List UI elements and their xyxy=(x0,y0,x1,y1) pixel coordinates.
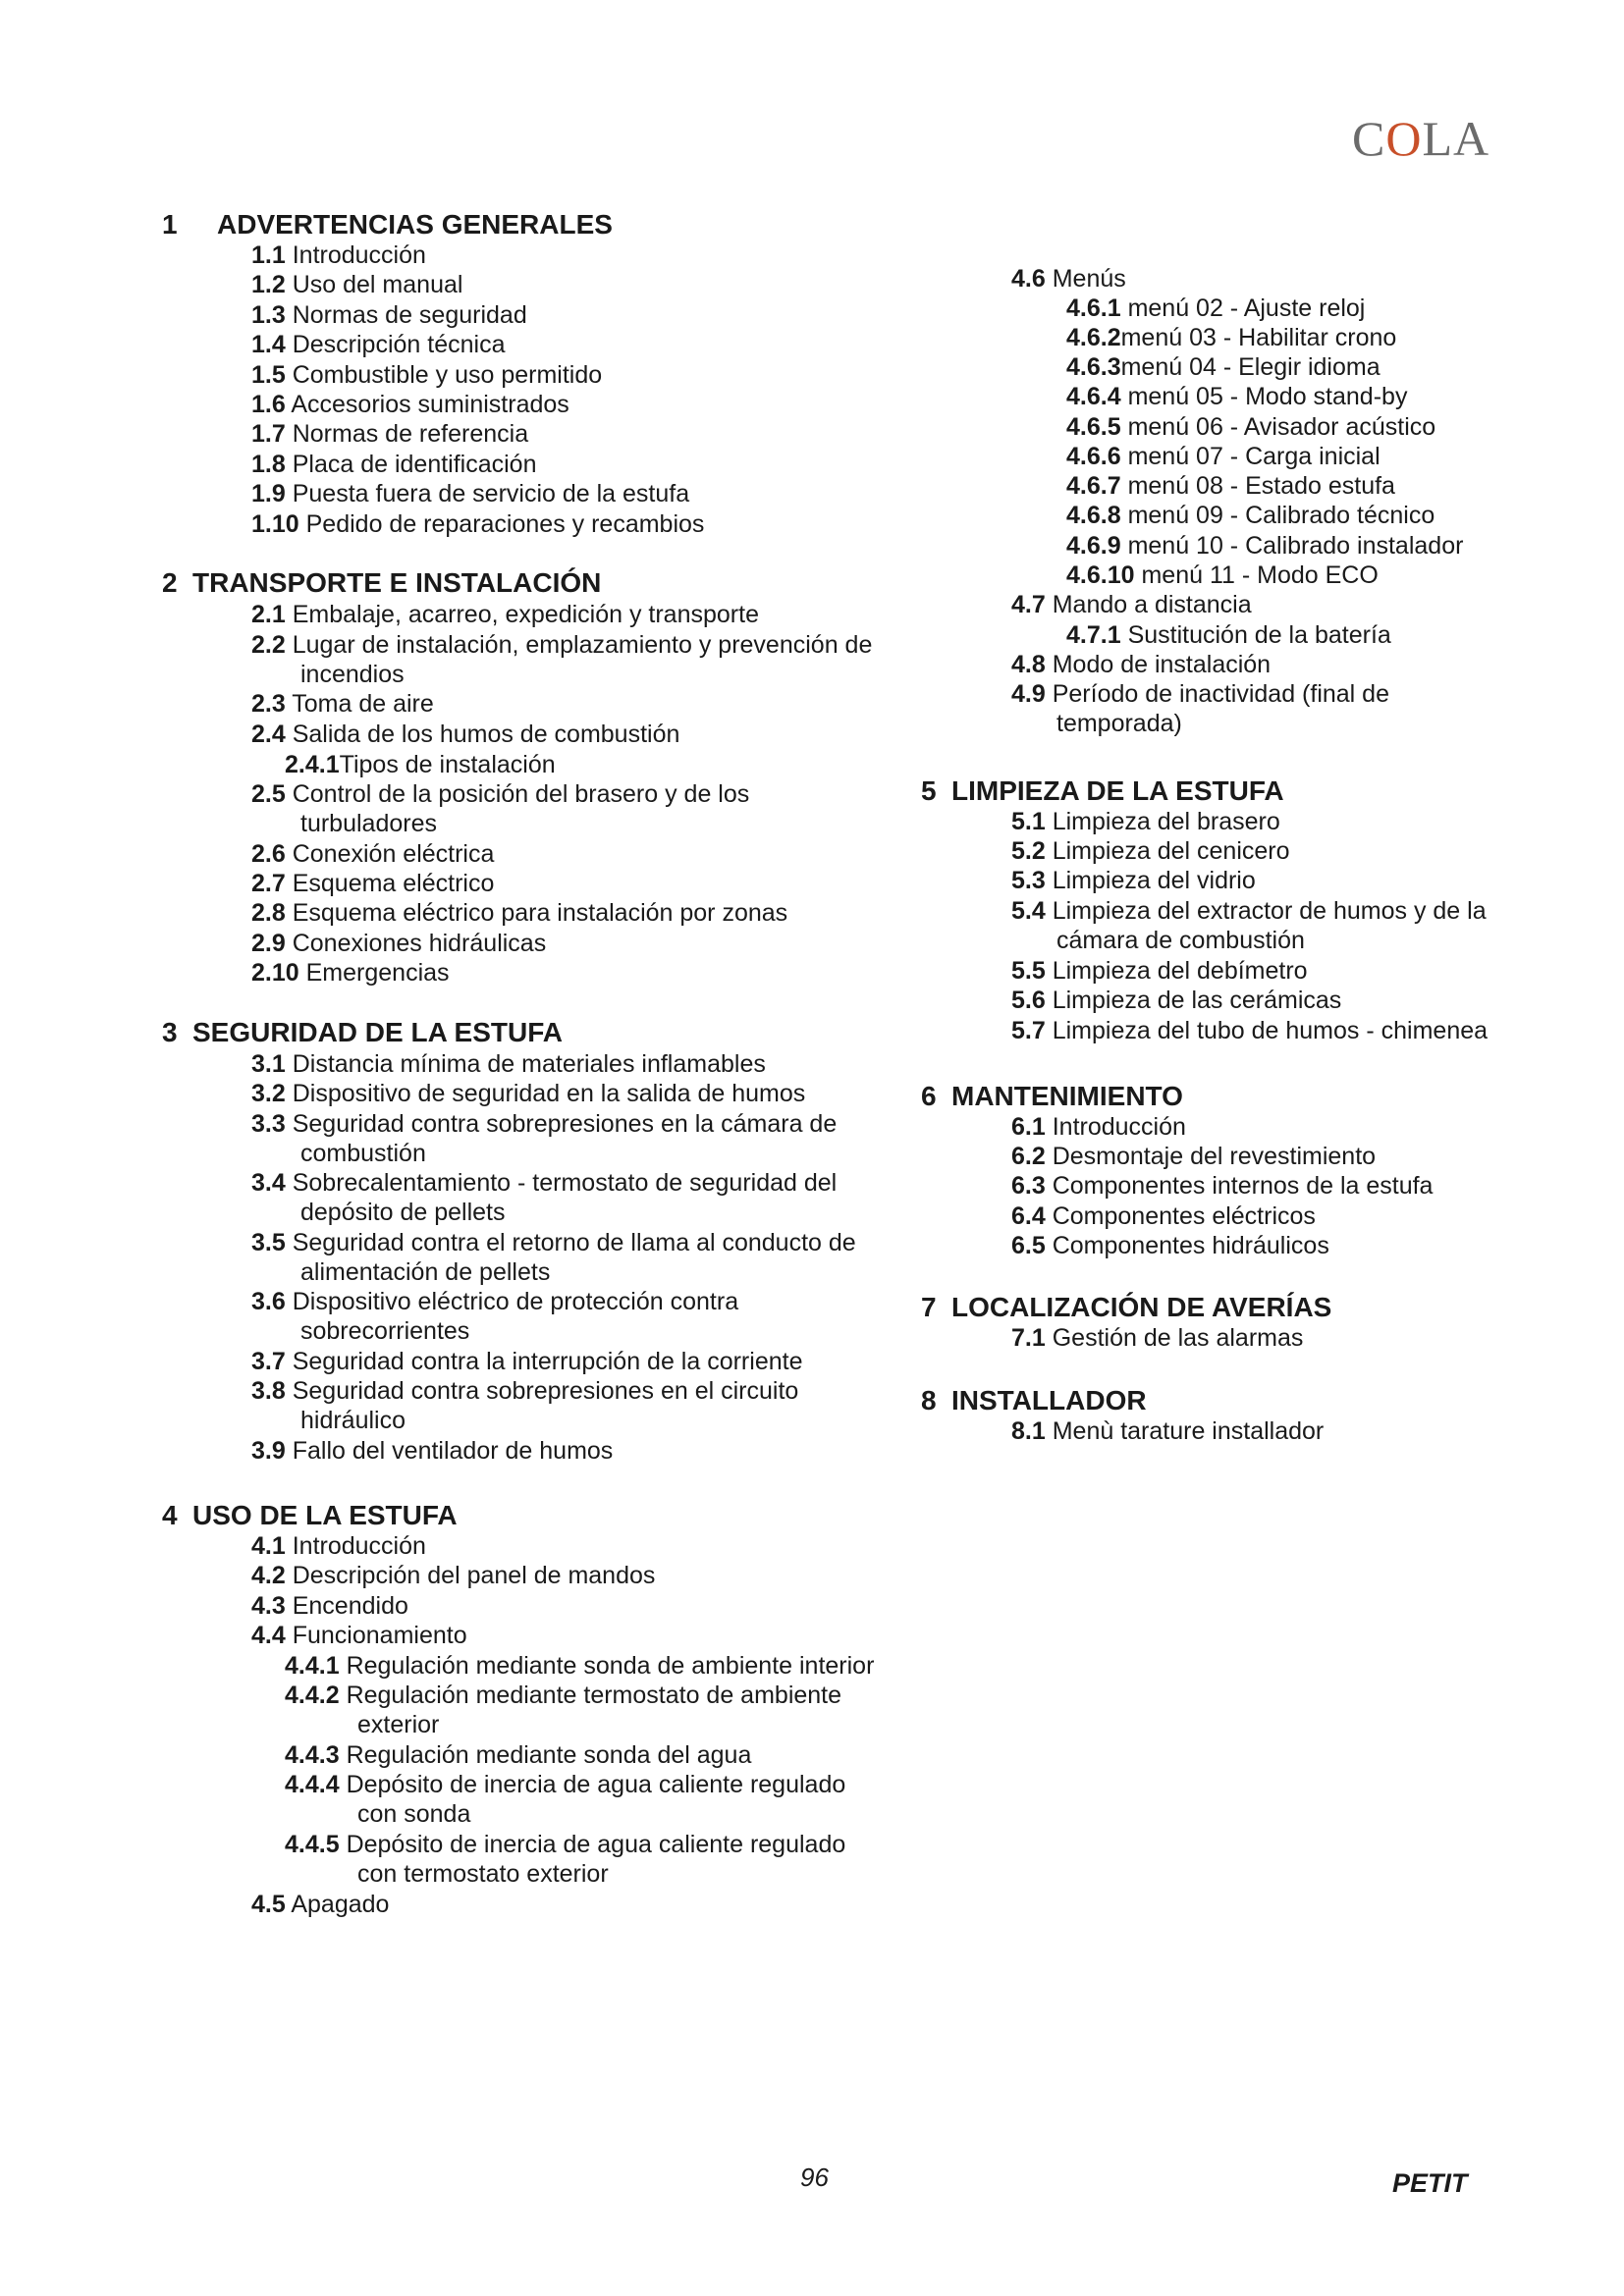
entry-number: 6.5 xyxy=(1011,1232,1046,1259)
entry-title: Emergencias xyxy=(305,959,450,987)
toc-entry xyxy=(1011,866,1256,895)
toc-entry xyxy=(251,1436,613,1466)
toc-entry xyxy=(251,390,569,419)
entry-title: Mando a distancia xyxy=(1052,591,1252,618)
toc-entry xyxy=(251,720,679,749)
toc-entry xyxy=(1011,807,1280,836)
entry-title: Limpieza del brasero xyxy=(1052,808,1280,835)
entry-title: Control de la posición del brasero y de los xyxy=(292,780,750,808)
section-title: LIMPIEZA DE LA ESTUFA xyxy=(951,775,1284,806)
entry-number: 4.7.1 xyxy=(1066,621,1121,649)
entry-title: Toma de aire xyxy=(292,690,434,718)
entry-number: 1.2 xyxy=(251,271,286,299)
toc-entry xyxy=(251,689,434,719)
entry-title-continuation: hidráulico xyxy=(300,1407,406,1434)
entry-number: 1.9 xyxy=(251,480,286,508)
toc-entry xyxy=(251,1109,837,1168)
entry-title-continuation: temporada) xyxy=(1056,710,1182,737)
toc-entry xyxy=(1066,294,1365,323)
entry-title-continuation: incendios xyxy=(300,661,405,688)
entry-title: Limpieza del vidrio xyxy=(1052,867,1256,894)
entry-title: Depósito de inercia de agua caliente regulado xyxy=(346,1831,846,1858)
entry-title: Puesta fuera de servicio de la estufa xyxy=(292,480,690,508)
entry-number: 4.1 xyxy=(251,1532,286,1560)
entry-title-continuation: con termostato exterior xyxy=(357,1860,609,1888)
entry-number: 4.4 xyxy=(251,1622,286,1649)
entry-number: 4.4.5 xyxy=(285,1831,340,1858)
entry-title: menú 11 - Modo ECO xyxy=(1141,561,1379,589)
entry-title: Encendido xyxy=(292,1592,408,1620)
entry-number: 7.1 xyxy=(1011,1324,1046,1352)
entry-title: menú 05 - Modo stand-by xyxy=(1127,383,1408,410)
entry-number: 2.9 xyxy=(251,930,286,957)
entry-title: menú 04 - Elegir idioma xyxy=(1120,353,1380,381)
toc-entry xyxy=(251,450,537,479)
entry-number: 4.9 xyxy=(1011,680,1046,708)
section-number: 1 xyxy=(162,209,178,240)
entry-title: Seguridad contra la interrupción de la corriente xyxy=(292,1348,803,1375)
entry-title: Introducción xyxy=(292,1532,426,1560)
toc-entry xyxy=(251,958,450,988)
entry-title: Combustible y uso permitido xyxy=(292,360,603,389)
entry-title-continuation: exterior xyxy=(357,1711,440,1738)
toc-entry xyxy=(1066,442,1380,471)
entry-number: 4.6.4 xyxy=(1066,383,1121,410)
entry-number: 4.6.10 xyxy=(1066,561,1135,589)
entry-title: menú 03 - Habilitar crono xyxy=(1120,324,1397,351)
entry-number: 2.2 xyxy=(251,631,286,659)
toc-entry xyxy=(251,1531,426,1561)
toc-entry xyxy=(251,270,462,299)
entry-title: Introducción xyxy=(1052,1113,1186,1141)
section-heading-4 xyxy=(162,1500,458,1531)
toc-entry xyxy=(1011,679,1389,738)
section-number: 2 xyxy=(162,567,178,598)
section-title: LOCALIZACIÓN DE AVERÍAS xyxy=(951,1292,1332,1322)
entry-number: 4.6.7 xyxy=(1066,472,1121,500)
entry-title: menú 02 - Ajuste reloj xyxy=(1127,294,1366,322)
entry-title: Depósito de inercia de agua caliente regulado xyxy=(346,1771,846,1798)
toc-entry xyxy=(251,240,426,270)
toc-entry xyxy=(251,929,546,958)
toc-entry xyxy=(285,1830,845,1889)
entry-number: 5.5 xyxy=(1011,957,1046,985)
entry-title: Gestión de las alarmas xyxy=(1052,1324,1304,1352)
entry-title: Limpieza del debímetro xyxy=(1052,957,1308,985)
entry-number: 4.5 xyxy=(251,1891,286,1918)
toc-entry xyxy=(251,509,704,539)
section-heading-8 xyxy=(921,1385,1147,1416)
toc-entry xyxy=(251,1561,655,1590)
entry-title-continuation: depósito de pellets xyxy=(300,1199,506,1226)
toc-entry xyxy=(251,479,689,508)
toc-entry xyxy=(251,869,494,898)
entry-title: Placa de identificación xyxy=(292,450,537,478)
toc-entry xyxy=(1066,471,1395,501)
entry-title: Funcionamiento xyxy=(292,1622,467,1649)
entry-number: 4.7 xyxy=(1011,591,1046,618)
entry-number: 4.6.9 xyxy=(1066,532,1121,560)
section-title: TRANSPORTE E INSTALACIÓN xyxy=(192,567,602,598)
entry-number: 4.2 xyxy=(251,1562,286,1589)
entry-number: 1.8 xyxy=(251,450,286,478)
toc-entry xyxy=(1011,1016,1488,1045)
entry-title-continuation: sobrecorrientes xyxy=(300,1317,470,1345)
toc-entry xyxy=(1011,836,1290,866)
entry-number: 4.8 xyxy=(1011,651,1046,678)
section-heading-2 xyxy=(162,567,601,599)
entry-number: 3.4 xyxy=(251,1169,286,1197)
entry-title: Pedido de reparaciones y recambios xyxy=(305,509,705,538)
toc-entry xyxy=(251,1890,389,1919)
entry-number: 2.1 xyxy=(251,601,286,628)
toc-entry xyxy=(1011,650,1271,679)
toc-entry xyxy=(251,1347,802,1376)
entry-title: menú 08 - Estado estufa xyxy=(1127,472,1395,500)
entry-title: Limpieza del extractor de humos y de la xyxy=(1052,897,1487,925)
toc-entry xyxy=(251,630,872,689)
toc-entry xyxy=(1011,1171,1433,1201)
entry-title: Regulación mediante sonda de ambiente interior xyxy=(346,1652,875,1680)
toc-entry xyxy=(251,1591,408,1621)
entry-number: 3.8 xyxy=(251,1377,286,1405)
entry-number: 2.7 xyxy=(251,870,286,897)
toc-entry xyxy=(1011,1416,1324,1446)
toc-entry xyxy=(1066,561,1379,590)
entry-title: Limpieza del cenicero xyxy=(1052,837,1290,865)
section-number: 6 xyxy=(921,1081,937,1111)
entry-number: 1.7 xyxy=(251,420,286,449)
entry-number: 3.2 xyxy=(251,1080,286,1107)
toc-entry xyxy=(251,1228,856,1287)
toc-entry xyxy=(251,1376,798,1435)
entry-number: 2.8 xyxy=(251,899,286,927)
entry-title: Esquema eléctrico xyxy=(292,870,495,897)
entry-title: Seguridad contra sobrepresiones en la cámara de xyxy=(292,1110,838,1138)
entry-title: Descripción técnica xyxy=(292,331,506,359)
entry-title: Distancia mínima de materiales inflamables xyxy=(292,1050,766,1078)
toc-entry xyxy=(1011,986,1341,1015)
entry-number: 4.6.1 xyxy=(1066,294,1121,322)
entry-title: Menù tarature installador xyxy=(1052,1417,1325,1445)
toc-entry xyxy=(251,1049,766,1079)
toc-entry xyxy=(251,898,787,928)
toc-entry xyxy=(251,1168,837,1227)
entry-title: Modo de instalación xyxy=(1052,651,1272,678)
entry-title: Período de inactividad (final de xyxy=(1052,680,1389,708)
toc-entry xyxy=(251,330,505,359)
section-heading-3 xyxy=(162,1017,563,1048)
entry-title: Componentes eléctricos xyxy=(1052,1202,1316,1230)
section-heading-6 xyxy=(921,1081,1183,1112)
entry-number: 5.2 xyxy=(1011,837,1046,865)
toc-entry xyxy=(1066,382,1407,411)
toc-entry xyxy=(1011,1231,1329,1260)
entry-number: 4.6.6 xyxy=(1066,443,1121,470)
entry-title-continuation: cámara de combustión xyxy=(1056,927,1305,954)
toc-entry xyxy=(251,1621,467,1650)
entry-number: 5.4 xyxy=(1011,897,1046,925)
toc-entry xyxy=(1011,896,1487,955)
entry-title: Accesorios suministrados xyxy=(291,391,569,418)
entry-number: 4.6 xyxy=(1011,265,1046,293)
section-number: 5 xyxy=(921,775,937,806)
entry-title: Dispositivo de seguridad en la salida de humos xyxy=(292,1080,806,1107)
entry-title: Componentes hidráulicos xyxy=(1052,1232,1329,1259)
entry-number: 2.10 xyxy=(251,959,299,987)
entry-title: Esquema eléctrico para instalación por zonas xyxy=(292,899,788,927)
toc-entry xyxy=(251,1079,805,1108)
entry-title: Sobrecalentamiento - termostato de seguridad del xyxy=(292,1169,838,1197)
model-name: PETIT xyxy=(1392,2168,1468,2198)
section-title: MANTENIMIENTO xyxy=(951,1081,1183,1111)
entry-title: Desmontaje del revestimiento xyxy=(1052,1143,1377,1170)
entry-title: menú 09 - Calibrado técnico xyxy=(1127,502,1435,529)
entry-title-continuation: combustión xyxy=(300,1140,426,1167)
entry-number: 4.6.8 xyxy=(1066,502,1121,529)
entry-number: 4.3 xyxy=(251,1592,286,1620)
entry-number: 6.1 xyxy=(1011,1113,1046,1141)
entry-number: 4.6.5 xyxy=(1066,413,1121,441)
entry-number: 2.4.1 xyxy=(285,751,340,778)
section-heading-5 xyxy=(921,775,1284,807)
toc-entry xyxy=(1066,531,1463,561)
entry-title: Sustitución de la batería xyxy=(1127,621,1391,649)
section-title: USO DE LA ESTUFA xyxy=(192,1500,458,1530)
entry-title: Normas de seguridad xyxy=(292,300,527,329)
entry-title: Limpieza de las cerámicas xyxy=(1052,987,1342,1014)
entry-title: Conexiones hidráulicas xyxy=(292,930,547,957)
entry-number: 4.4.3 xyxy=(285,1741,340,1769)
brand-logo: COLA xyxy=(1352,111,1490,166)
toc-entry xyxy=(1011,1323,1303,1353)
toc-entry xyxy=(251,839,494,869)
toc-entry xyxy=(1011,590,1252,619)
toc-entry xyxy=(285,1740,751,1770)
section-number: 4 xyxy=(162,1500,178,1530)
entry-title: Seguridad contra sobrepresiones en el circuito xyxy=(292,1377,799,1405)
entry-number: 1.5 xyxy=(251,360,286,389)
entry-title: Apagado xyxy=(291,1891,390,1918)
toc-entry xyxy=(1011,1112,1186,1142)
entry-number: 1.1 xyxy=(251,241,286,269)
entry-title: Normas de referencia xyxy=(292,420,529,449)
entry-number: 4.6.2 xyxy=(1066,324,1121,351)
toc-entry xyxy=(1066,412,1435,442)
entry-number: 3.3 xyxy=(251,1110,286,1138)
entry-number: 3.5 xyxy=(251,1229,286,1256)
entry-title: menú 10 - Calibrado instalador xyxy=(1127,532,1464,560)
entry-number: 6.2 xyxy=(1011,1143,1046,1170)
section-number: 3 xyxy=(162,1017,178,1047)
toc-entry xyxy=(285,1681,841,1739)
entry-number: 2.5 xyxy=(251,780,286,808)
entry-number: 2.6 xyxy=(251,840,286,868)
entry-title: Fallo del ventilador de humos xyxy=(292,1437,614,1465)
section-heading-1 xyxy=(162,209,613,240)
entry-title: Dispositivo eléctrico de protección contra xyxy=(292,1288,739,1315)
toc-entry xyxy=(251,419,528,449)
entry-title: Lugar de instalación, emplazamiento y prevención de xyxy=(292,631,873,659)
entry-title-continuation: con sonda xyxy=(357,1800,471,1828)
entry-title: Menús xyxy=(1052,265,1126,293)
entry-number: 1.3 xyxy=(251,300,286,329)
entry-title: Seguridad contra el retorno de llama al conducto de xyxy=(292,1229,856,1256)
toc-entry xyxy=(1011,1201,1316,1231)
toc-entry xyxy=(1011,1142,1376,1171)
entry-number: 6.3 xyxy=(1011,1172,1046,1200)
entry-number: 5.6 xyxy=(1011,987,1046,1014)
toc-entry xyxy=(1066,501,1435,530)
toc-entry xyxy=(1066,323,1396,352)
toc-entry xyxy=(285,750,556,779)
entry-title: menú 06 - Avisador acústico xyxy=(1127,413,1436,441)
entry-number: 4.4.4 xyxy=(285,1771,340,1798)
section-number: 8 xyxy=(921,1385,937,1415)
entry-number: 1.10 xyxy=(251,509,299,538)
toc-entry xyxy=(1066,620,1391,650)
entry-title: Limpieza del tubo de humos - chimenea xyxy=(1052,1017,1489,1044)
entry-number: 6.4 xyxy=(1011,1202,1046,1230)
entry-number: 5.7 xyxy=(1011,1017,1046,1044)
entry-title-continuation: turbuladores xyxy=(300,810,437,837)
section-heading-7 xyxy=(921,1292,1331,1323)
entry-number: 8.1 xyxy=(1011,1417,1046,1445)
entry-title: Conexión eléctrica xyxy=(292,840,495,868)
entry-title: Introducción xyxy=(292,241,426,269)
entry-number: 1.4 xyxy=(251,331,286,359)
entry-title: Uso del manual xyxy=(292,271,463,299)
toc-entry xyxy=(251,1287,738,1346)
section-title: ADVERTENCIAS GENERALES xyxy=(217,209,613,240)
entry-title: Regulación mediante sonda del agua xyxy=(346,1741,752,1769)
entry-title: Salida de los humos de combustión xyxy=(292,721,680,748)
toc-entry xyxy=(285,1651,874,1681)
entry-number: 2.4 xyxy=(251,721,286,748)
page-number: 96 xyxy=(800,2163,829,2192)
entry-number: 3.7 xyxy=(251,1348,286,1375)
entry-number: 5.1 xyxy=(1011,808,1046,835)
entry-title: Embalaje, acarreo, expedición y transporte xyxy=(292,601,759,628)
entry-title: Descripción del panel de mandos xyxy=(292,1562,656,1589)
entry-title: Tipos de instalación xyxy=(339,751,556,778)
entry-title: menú 07 - Carga inicial xyxy=(1127,443,1380,470)
entry-number: 4.6.3 xyxy=(1066,353,1121,381)
toc-entry xyxy=(1011,956,1308,986)
toc-entry xyxy=(285,1770,845,1829)
section-title: SEGURIDAD DE LA ESTUFA xyxy=(192,1017,563,1047)
entry-number: 3.9 xyxy=(251,1437,286,1465)
toc-entry xyxy=(251,779,749,838)
toc-entry xyxy=(251,300,527,330)
entry-number: 4.4.2 xyxy=(285,1682,340,1709)
entry-title: Componentes internos de la estufa xyxy=(1052,1172,1434,1200)
toc-entry xyxy=(1011,264,1126,294)
toc-entry xyxy=(251,600,759,629)
entry-number: 3.1 xyxy=(251,1050,286,1078)
entry-number: 4.4.1 xyxy=(285,1652,340,1680)
entry-title: Regulación mediante termostato de ambiente xyxy=(346,1682,842,1709)
entry-number: 1.6 xyxy=(251,391,286,418)
toc-entry xyxy=(251,360,602,390)
section-number: 7 xyxy=(921,1292,937,1322)
entry-title-continuation: alimentación de pellets xyxy=(300,1258,551,1286)
entry-number: 5.3 xyxy=(1011,867,1046,894)
section-title: INSTALLADOR xyxy=(951,1385,1147,1415)
toc-entry xyxy=(1066,352,1380,382)
entry-number: 2.3 xyxy=(251,690,286,718)
entry-number: 3.6 xyxy=(251,1288,286,1315)
